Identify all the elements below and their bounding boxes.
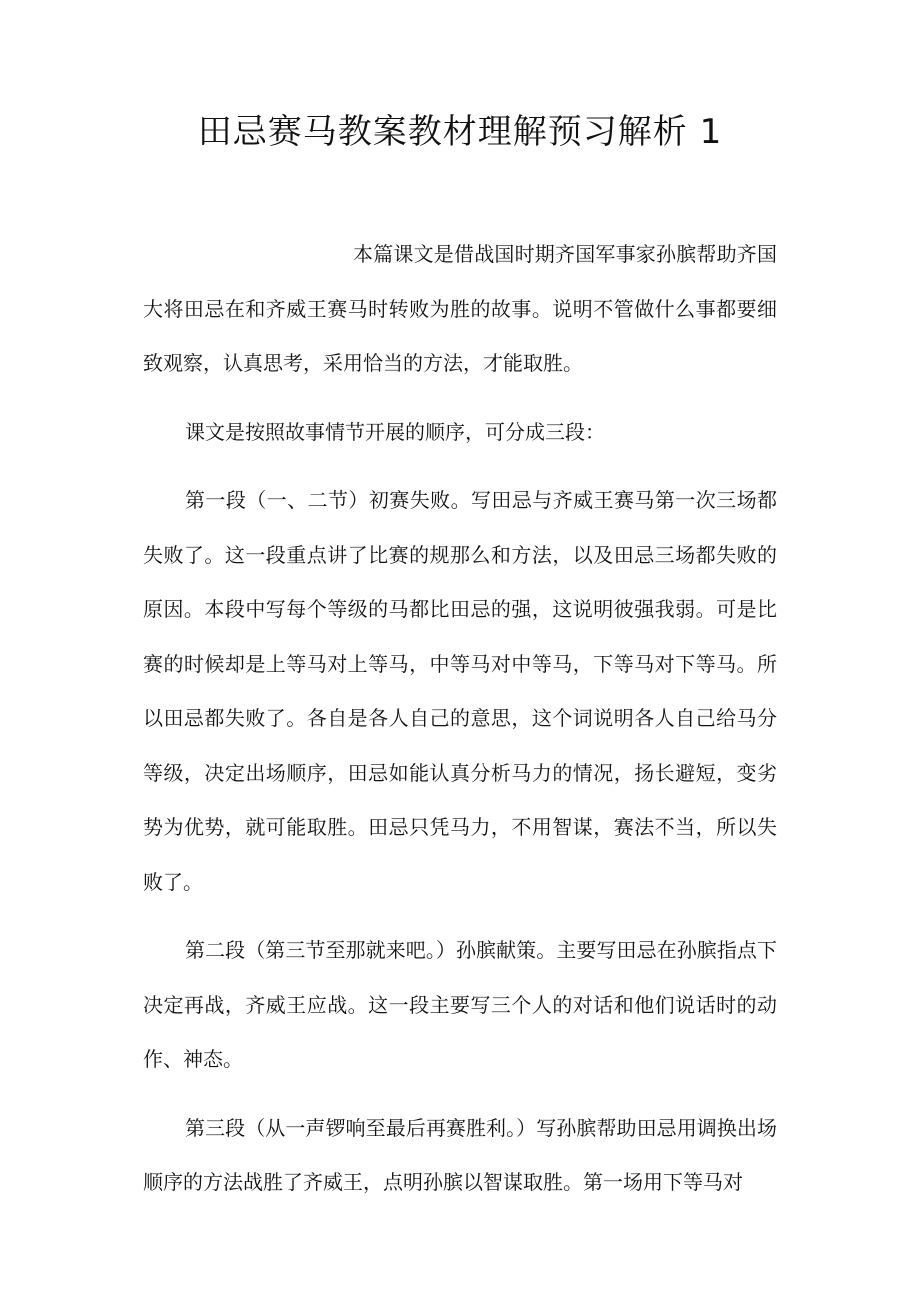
paragraph-structure: 课文是按照故事情节开展的顺序，可分成三段： (185, 419, 605, 444)
paragraph-section-1: 第一段（一、二节）初赛失败。写田忌与齐威王赛马第一次三场都失败了。这一段重点讲了比赛的规那么和方法，以及田忌三场都失败的原因。本段中写每个等级的马都比田忌的强，这说明彼强我弱。可是比赛的时候却是上等马对上等马，中等马对中等马，下等马对下等马。所以田忌都失败了。各自是各人自己的意思，这个词说明各人自己给马分等级，决定出场顺序，田忌如能认真分析马力的情况，扬长避短，变劣势为优势，就可能取胜。田忌只凭马力，不用智谋，赛法不当，所以失败了。 (143, 488, 777, 894)
paragraph-intro: 本篇课文是借战国时期齐国军事家孙膑帮助齐国大将田忌在和齐威王赛马时转败为胜的故事。说明不管做什么事都要细致观察，认真思考，采用恰当的方法，才能取胜。 (143, 242, 777, 375)
paragraph-section-2: 第二段（第三节至那就来吧。）孙膑献策。主要写田忌在孙膑指点下决定再战，齐威王应战。这一段主要写三个人的对话和他们说话时的动作、神态。 (143, 938, 777, 1071)
document-body (143, 227, 777, 1210)
document-title: 田忌赛马教案教材理解预习解析 1 (197, 112, 723, 152)
paragraph-section-3: 第三段（从一声锣响至最后再赛胜利。）写孙膑帮助田忌用调换出场顺序的方法战胜了齐威王，点明孙膑以智谋取胜。第一场用下等马对 (143, 1115, 777, 1194)
